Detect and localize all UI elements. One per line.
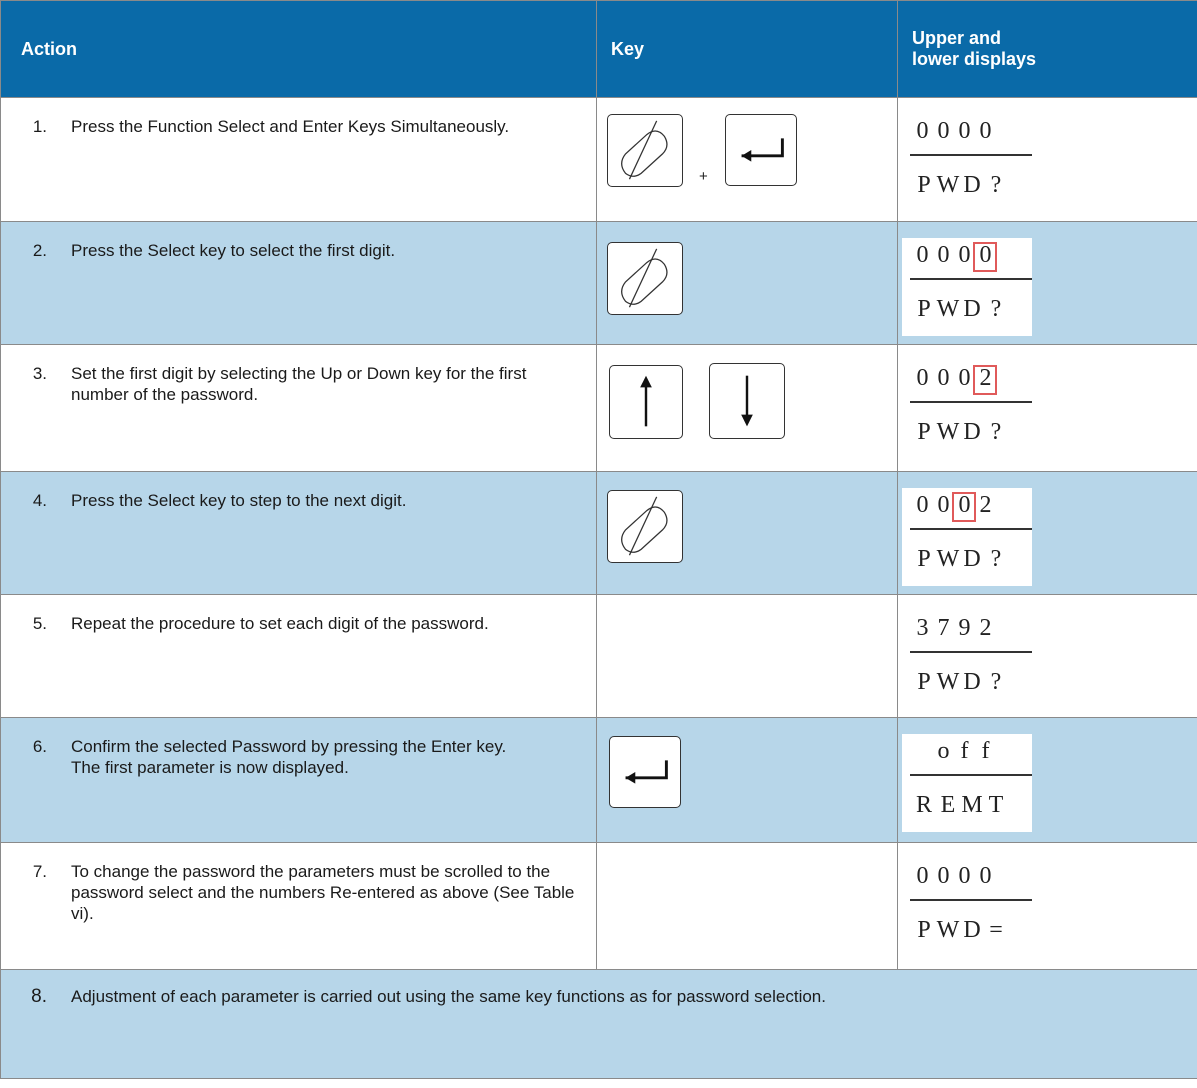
lower-display [912,669,1008,696]
header-displays [898,1,1197,98]
display-readout [902,114,1032,212]
lower-char: ? [990,172,1002,198]
upper-display [912,863,996,890]
lower-char: W [936,172,960,198]
step-number: 4. [32,491,47,510]
lower-display [912,546,1008,573]
table-row [1,472,1197,595]
upper-digit: 0 [979,863,992,889]
upper-digit: 0 [937,492,950,518]
upper-digit: 2 [979,492,992,518]
upper-digit: 0 [937,365,950,391]
upper-display [912,118,996,145]
display-cell [898,718,1197,843]
lower-char: P [917,296,931,322]
lower-char: ? [990,296,1002,322]
action-cell [1,472,597,595]
plus-sign: + [699,168,708,185]
step-text: Adjustment of each parameter is carried out using the same key functions as for password selection. [71,987,826,1006]
lower-char: ? [990,419,1002,445]
upper-display [912,738,996,765]
upper-digit: f [960,738,969,764]
upper-display [912,615,996,642]
lower-display [912,296,1008,323]
action-cell [1,222,597,345]
key-cell [597,345,898,472]
enter-key-icon [725,114,797,186]
lower-char: P [917,172,931,198]
lower-display [912,792,1008,819]
selected-digit-highlight [973,242,997,272]
up-key-icon [609,365,683,439]
key-cell [597,472,898,595]
lower-char: W [936,669,960,695]
upper-digit: 0 [916,365,929,391]
header-key: Key [597,1,898,98]
display-divider [910,899,1032,901]
lower-char: P [917,546,931,572]
lower-char: D [963,546,981,572]
upper-digit: 0 [958,242,971,268]
upper-digit: 2 [979,615,992,641]
upper-digit: 3 [916,615,929,641]
display-divider [910,528,1032,530]
select-key-icon [607,490,683,563]
display-divider [910,154,1032,156]
table-row [1,718,1197,843]
key-cell [597,222,898,345]
header-displays-label: Upper and lower displays [912,28,1037,69]
display-cell [898,98,1197,222]
lower-char: P [917,917,931,943]
upper-digit: 0 [916,492,929,518]
action-cell [1,718,597,843]
step-text: Press the Function Select and Enter Keys Simultaneously. [71,117,510,136]
upper-digit: 2 [979,365,992,391]
lower-display [912,172,1008,199]
action-cell [1,595,597,718]
lower-char: W [936,419,960,445]
lower-char: W [936,296,960,322]
display-readout [902,238,1032,336]
display-readout [902,611,1032,709]
upper-digit: 0 [916,242,929,268]
note-cell [1,970,1197,1079]
lower-char: T [988,792,1004,818]
key-cell [597,718,898,843]
display-cell [898,595,1197,718]
upper-digit: 0 [979,242,992,268]
lower-char: D [963,669,981,695]
upper-digit: 7 [937,615,950,641]
display-cell [898,472,1197,595]
step-text: To change the password the parameters must be scrolled to the password select and the numbers Re-entered as above (See Table vi). [71,862,575,923]
lower-char: = [989,917,1003,943]
upper-digit: 0 [916,118,929,144]
upper-digit: 0 [958,365,971,391]
upper-digit: f [981,738,990,764]
step-number: 3. [32,364,47,383]
step-text: Confirm the selected Password by pressing the Enter key. The first parameter is now displayed. [71,737,507,777]
step-number: 8. [31,986,47,1007]
display-divider [910,774,1032,776]
table-row [1,843,1197,970]
table-row [1,595,1197,718]
lower-char: ? [990,546,1002,572]
step-text: Set the first digit by selecting the Up or Down key for the first number of the password. [71,364,527,404]
step-text: Press the Select key to step to the next digit. [71,491,407,510]
step-number: 2. [32,241,47,260]
header-row [1,1,1197,98]
display-readout [902,488,1032,586]
step-text: Press the Select key to select the first digit. [71,241,396,260]
upper-digit: 0 [958,863,971,889]
upper-digit: 0 [937,118,950,144]
table-row [1,970,1197,1079]
selected-digit-highlight [952,492,976,522]
upper-digit: 0 [937,863,950,889]
step-number: 1. [32,117,47,136]
upper-digit: 0 [916,863,929,889]
upper-digit: o [937,738,950,764]
table-row [1,222,1197,345]
step-number: 5. [32,614,47,633]
display-cell [898,843,1197,970]
table-row [1,345,1197,472]
key-cell [597,843,898,970]
enter-key-icon [609,736,681,808]
upper-digit: 0 [979,118,992,144]
select-key-icon [607,242,683,315]
action-cell [1,345,597,472]
display-divider [910,278,1032,280]
lower-char: P [917,419,931,445]
lower-char: M [961,792,983,818]
lower-char: D [963,172,981,198]
display-cell [898,345,1197,472]
lower-display [912,917,1008,944]
selected-digit-highlight [973,365,997,395]
step-text: Repeat the procedure to set each digit of the password. [71,614,489,633]
display-divider [910,651,1032,653]
key-cell [597,595,898,718]
lower-char: D [963,917,981,943]
lower-char: P [917,669,931,695]
lower-display [912,419,1008,446]
step-number: 6. [32,737,47,756]
lower-char: D [963,296,981,322]
lower-char: R [915,792,932,818]
lower-char: ? [990,669,1002,695]
lower-char: D [963,419,981,445]
upper-digit: 9 [958,615,971,641]
upper-digit: 0 [937,242,950,268]
display-divider [910,401,1032,403]
action-cell [1,98,597,222]
upper-digit: 0 [958,492,971,518]
upper-digit: 0 [958,118,971,144]
header-action: Action [1,1,597,98]
step-number: 7. [32,862,47,881]
display-readout [902,734,1032,832]
display-readout [902,361,1032,459]
table-row [1,98,1197,222]
select-key-icon [607,114,683,187]
lower-char: W [936,917,960,943]
lower-char: W [936,546,960,572]
display-cell [898,222,1197,345]
lower-char: E [940,792,956,818]
down-key-icon [709,363,785,439]
key-cell [597,98,898,222]
action-cell [1,843,597,970]
display-readout [902,859,1032,957]
